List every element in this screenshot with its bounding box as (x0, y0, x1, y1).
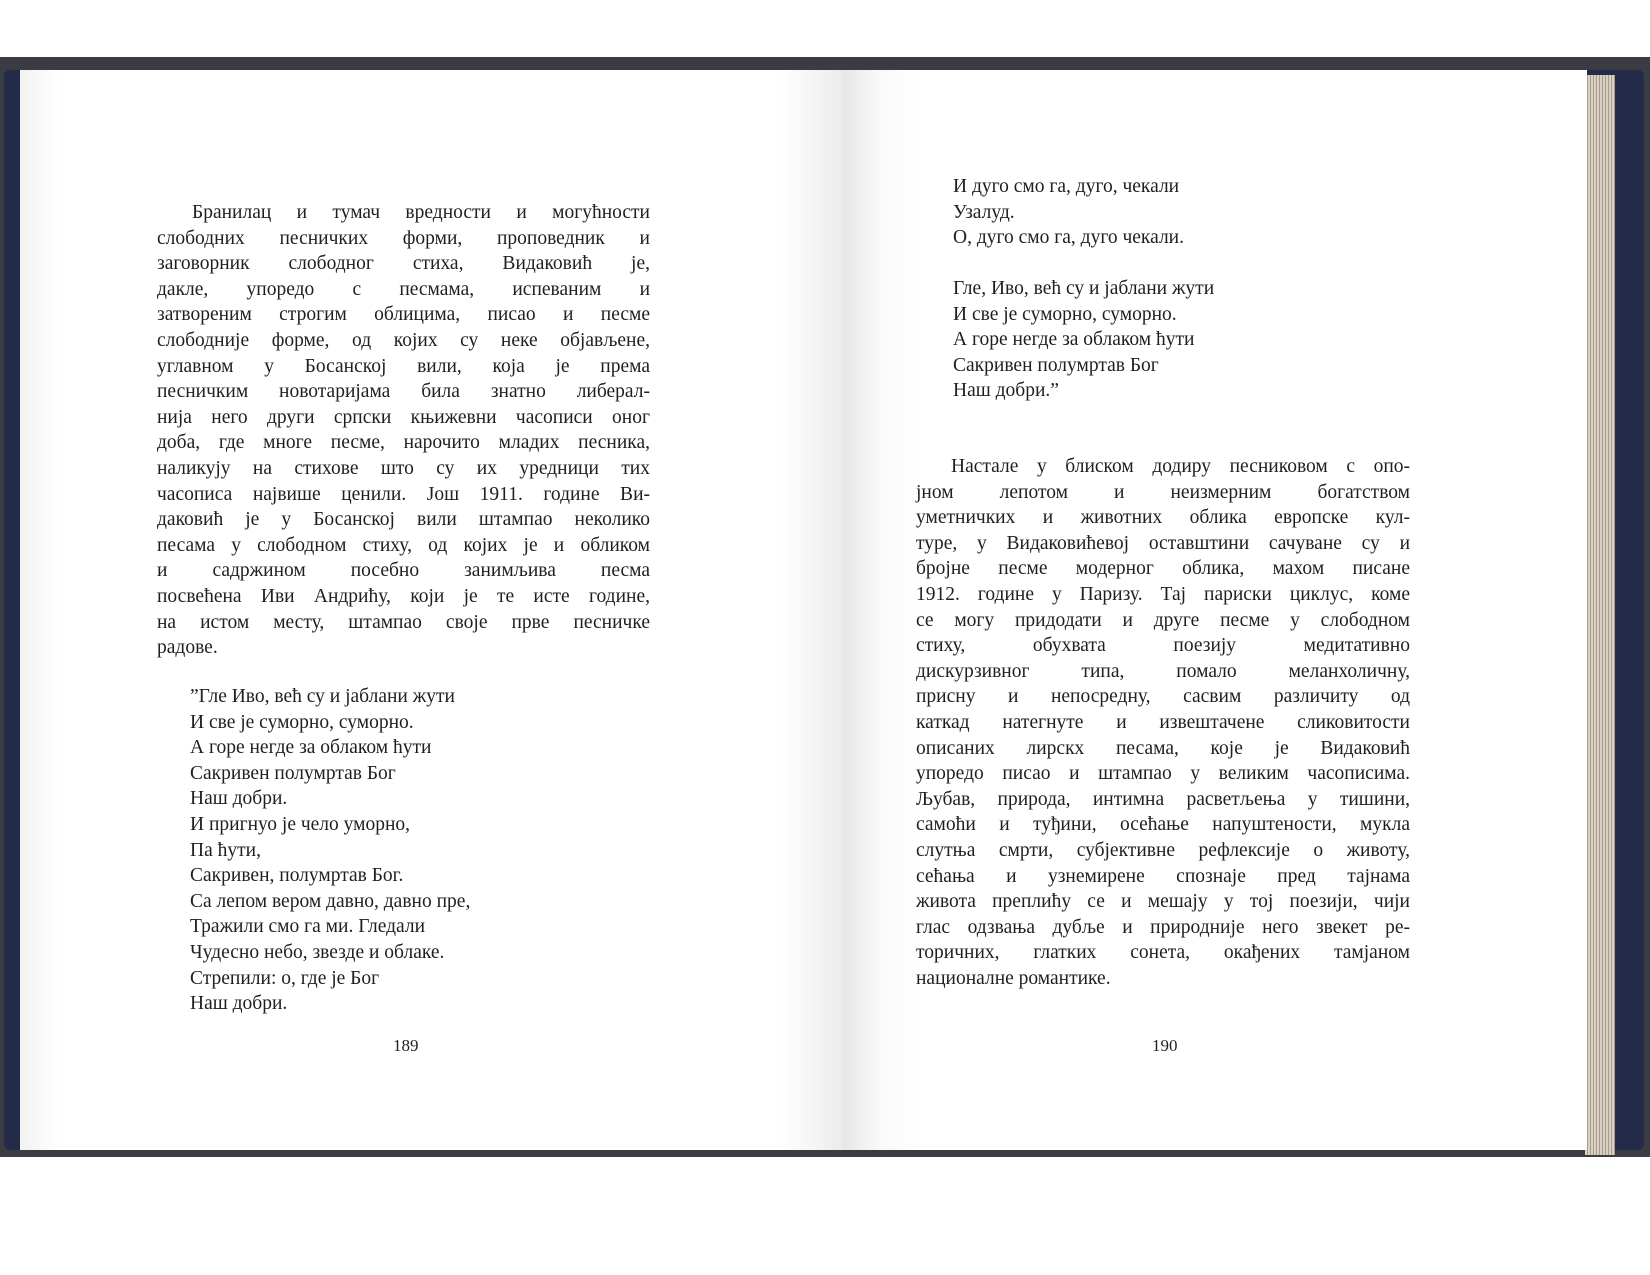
text-line: слободније форме, од којих су неке објављене, (157, 329, 650, 351)
text-line: слободних песничких форми, проповедник и (157, 227, 650, 249)
poem-line: И све је суморно, суморно. (190, 711, 414, 733)
poem-line: Са лепом вером давно, давно пре, (190, 890, 471, 912)
text-line: 1912. године у Паризу. Тај париски циклус, коме (916, 583, 1410, 605)
text-line: јном лепотом и неизмерним богатством (916, 481, 1410, 503)
text-line: песничким новотаријама била знатно либерал- (157, 381, 650, 403)
text-line: каткад натегнуте и извештачене сликовитости (916, 711, 1410, 733)
poem-line: Наш добри. (190, 993, 288, 1015)
poem-line: И пригнуо је чело уморно, (190, 813, 411, 835)
text-line: даковић је у Босанској вили штампао неколико (157, 509, 650, 531)
right-poem-stanza-2 (953, 276, 1413, 404)
text-line: затвореним строгим облицима, писао и песме (157, 304, 650, 326)
page-number: 190 (1152, 1036, 1178, 1055)
text-line: стиху, обухвата поезију медитативно (916, 635, 1410, 657)
text-line: доба, где многе песме, нарочито младих песника, (157, 432, 650, 454)
poem-line: Узалуд. (953, 201, 1015, 223)
text-line: наликују на стихове што су их уредници тих (157, 457, 650, 479)
poem-line: А горе негде за облаком ћути (190, 737, 432, 759)
text-line: присну и непосредну, сасвим различиту од (916, 686, 1410, 708)
poem-line: О, дуго смо га, дуго чекали. (953, 227, 1184, 249)
text-line: туре, у Видаковићевој оставштини сачуване су и (916, 532, 1410, 554)
text-line: описаних лирскх песама, које је Видаковић (916, 737, 1410, 759)
left-paragraph (157, 200, 650, 661)
text-line: торичних, глатких сонета, окађених тамјаном (916, 942, 1410, 964)
poem-line: Наш добри. (190, 788, 288, 810)
page-number: 189 (393, 1036, 419, 1055)
text-line: Бранилац и тумач вредности и могућности (192, 202, 650, 223)
text-line: заговорник слободног стиха, Видаковић је, (157, 253, 650, 275)
right-page (842, 70, 1587, 1150)
text-line: упоредо писао и штампао у великим часописима. (916, 763, 1410, 785)
poem-line: А горе негде за облаком ћути (953, 329, 1195, 351)
poem-line: И дуго смо га, дуго, чекали (953, 176, 1180, 197)
poem-line: Тражили смо га ми. Гледали (190, 916, 426, 938)
page-edges (1585, 75, 1615, 1155)
text-line: и садржином посебно занимљива песма (157, 560, 650, 582)
poem-line: Па ћути, (190, 839, 261, 861)
poem-line: Гле, Иво, већ су и јаблани жути (953, 278, 1215, 299)
text-line: глас одзвања дубље и природније него звекет ре- (916, 916, 1410, 938)
text-line: Љубав, природа, интимна расветљења у тишини, (916, 788, 1410, 810)
text-line: дакле, упоредо с песмама, испеваним и (157, 278, 650, 300)
text-line: слутња смрти, субјективне рефлексије о животу, (916, 839, 1410, 861)
text-line: радове. (157, 637, 218, 659)
text-line: дискурзивног типа, помало меланхоличну, (916, 660, 1410, 682)
poem-line: ”Гле Иво, већ су и јаблани жути (190, 686, 455, 707)
poem-line: Чудесно небо, звезде и облаке. (190, 941, 445, 963)
text-line: живота преплићу се и мешају у тој поезији, чији (916, 891, 1410, 913)
left-poem (190, 684, 650, 1017)
poem-line: Сакривен, полумртав Бог. (190, 865, 404, 887)
text-line: углавном у Босанској вили, која је према (157, 355, 650, 377)
text-line: Настале у блиском додиру песниковом с опо- (951, 456, 1410, 477)
text-line: сећања и узнемирене спознаје пред тајнама (916, 865, 1410, 887)
left-page (20, 70, 842, 1150)
text-line: песама у слободном стиху, од којих је и обликом (157, 534, 650, 556)
poem-line: Сакривен полумртав Бог (953, 354, 1159, 376)
text-line: националне романтике. (916, 967, 1111, 989)
text-line: посвећена Иви Андрићу, који је те исте године, (157, 585, 650, 607)
poem-line: Сакривен полумртав Бог (190, 762, 396, 784)
text-line: бројне песме модерног облика, махом писане (916, 558, 1410, 580)
poem-line: И све је суморно, суморно. (953, 303, 1177, 325)
text-line: на истом месту, штампао своје прве песничке (157, 611, 650, 633)
text-line: нија него други српски књижевни часописи оног (157, 406, 650, 428)
text-line: се могу придодати и друге песме у слободном (916, 609, 1410, 631)
text-line: самоћи и туђини, осећање напуштености, мукла (916, 814, 1410, 836)
poem-line: Наш добри.” (953, 380, 1059, 402)
right-poem-stanza-1 (953, 174, 1413, 251)
text-line: уметничких и животних облика европске кул- (916, 507, 1410, 529)
right-paragraph (916, 454, 1410, 991)
poem-line: Стрепили: о, где је Бог (190, 967, 380, 989)
text-line: часописа највише ценили. Још 1911. године Ви- (157, 483, 650, 505)
